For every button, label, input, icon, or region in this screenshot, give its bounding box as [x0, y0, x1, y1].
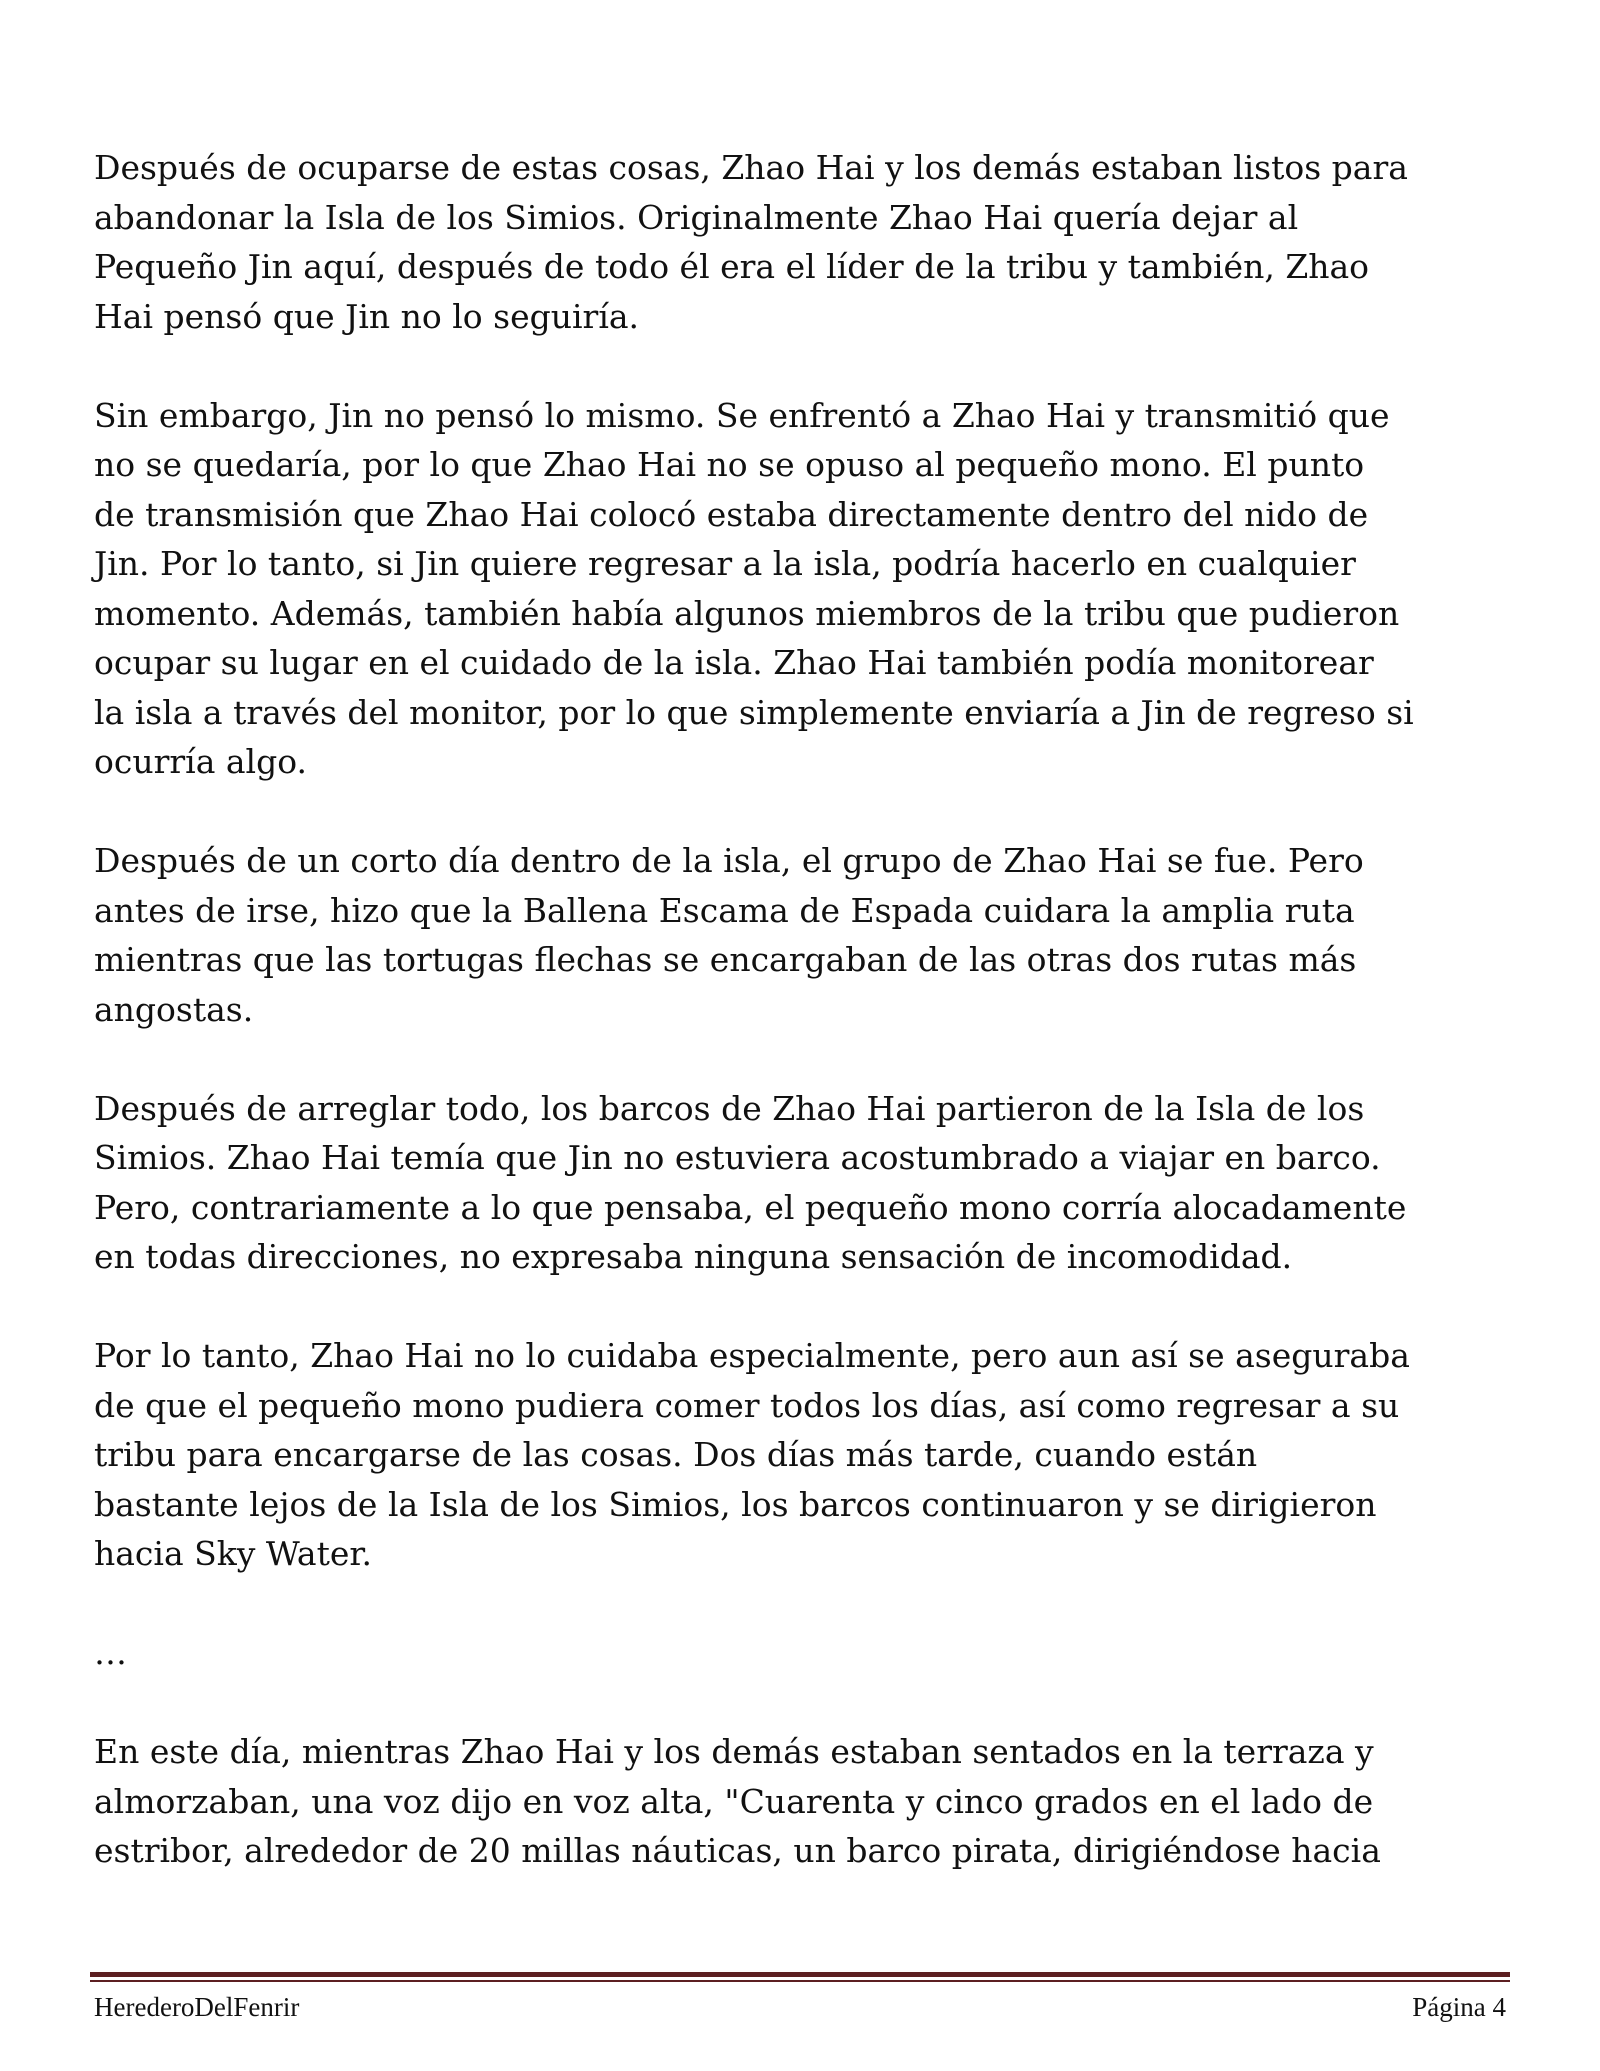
text-line: ocurría algo. — [94, 742, 308, 781]
text-line: Hai pensó que Jin no lo seguiría. — [94, 296, 640, 336]
text-line: mientras que las tortugas flechas se encargaban de las otras dos rutas más — [94, 940, 1357, 979]
scene-break — [94, 1628, 1514, 1678]
footer-rule — [90, 1972, 1510, 1977]
text-line: Después de arreglar todo, los barcos de Zhao Hai partieron de la Isla de los — [94, 1088, 1365, 1128]
text-line: Pero, contrariamente a lo que pensaba, el pequeño mono corría alocadamente — [94, 1187, 1407, 1227]
text-line: de que el pequeño mono pudiera comer todos los días, así como regresar a su — [94, 1385, 1400, 1425]
footer-author: HerederoDelFenrir — [94, 1992, 300, 2022]
text-line: de transmisión que Zhao Hai colocó estaba directamente dentro del nido de — [94, 494, 1369, 534]
paragraph-7 — [94, 1727, 1514, 1876]
paragraph-4 — [94, 1084, 1514, 1282]
footer-page-number: Página 4 — [1412, 1992, 1506, 2022]
text-line: Simios. Zhao Hai temía que Jin no estuviera acostumbrado a viajar en barco. — [94, 1138, 1381, 1177]
text-line: momento. Además, también había algunos miembros de la tribu que pudieron — [94, 593, 1400, 633]
page-body — [94, 143, 1514, 1925]
text-line: abandonar la Isla de los Simios. Originalmente Zhao Hai quería dejar al — [94, 197, 1299, 237]
text-line: no se quedaría, por lo que Zhao Hai no se opuso al pequeño mono. El punto — [94, 445, 1365, 484]
text-line: antes de irse, hizo que la Ballena Escama de Espada cuidara la amplia ruta — [94, 890, 1355, 930]
text-line: bastante lejos de la Isla de los Simios, los barcos continuaron y se dirigieron — [94, 1484, 1377, 1524]
text-line: ocupar su lugar en el cuidado de la isla. Zhao Hai también podía monitorear — [94, 643, 1374, 682]
text-line: Después de ocuparse de estas cosas, Zhao Hai y los demás estaban listos para — [94, 148, 1408, 187]
text-line: Pequeño Jin aquí, después de todo él era el líder de la tribu y también, Zhao — [94, 247, 1370, 286]
paragraph-5 — [94, 1331, 1514, 1579]
text-line: Jin. Por lo tanto, si Jin quiere regresar a la isla, podría hacerlo en cualquier — [94, 544, 1356, 583]
paragraph-3 — [94, 836, 1514, 1034]
text-line: estribor, alrededor de 20 millas náuticas, un barco pirata, dirigiéndose hacia — [94, 1831, 1381, 1870]
text-line: almorzaban, una voz dijo en voz alta, "Cuarenta y cinco grados en el lado de — [94, 1781, 1374, 1821]
text-line: Sin embargo, Jin no pensó lo mismo. Se enfrentó a Zhao Hai y transmitió que — [94, 395, 1390, 435]
text-line: en todas direcciones, no expresaba ninguna sensación de incomodidad. — [94, 1237, 1293, 1276]
footer-rule-thin — [90, 1980, 1510, 1982]
text-line: hacia Sky Water. — [94, 1534, 373, 1573]
ellipsis-separator: … — [94, 1633, 127, 1672]
text-line: Después de un corto día dentro de la isla, el grupo de Zhao Hai se fue. Pero — [94, 841, 1364, 880]
text-line: la isla a través del monitor, por lo que simplemente enviaría a Jin de regreso si — [94, 692, 1414, 732]
text-line: Por lo tanto, Zhao Hai no lo cuidaba especialmente, pero aun así se aseguraba — [94, 1336, 1410, 1375]
paragraph-1 — [94, 143, 1514, 341]
text-line: tribu para encargarse de las cosas. Dos días más tarde, cuando están — [94, 1435, 1258, 1474]
paragraph-2 — [94, 391, 1514, 787]
text-line: angostas. — [94, 989, 254, 1029]
text-line: En este día, mientras Zhao Hai y los demás estaban sentados en la terraza y — [94, 1732, 1374, 1771]
